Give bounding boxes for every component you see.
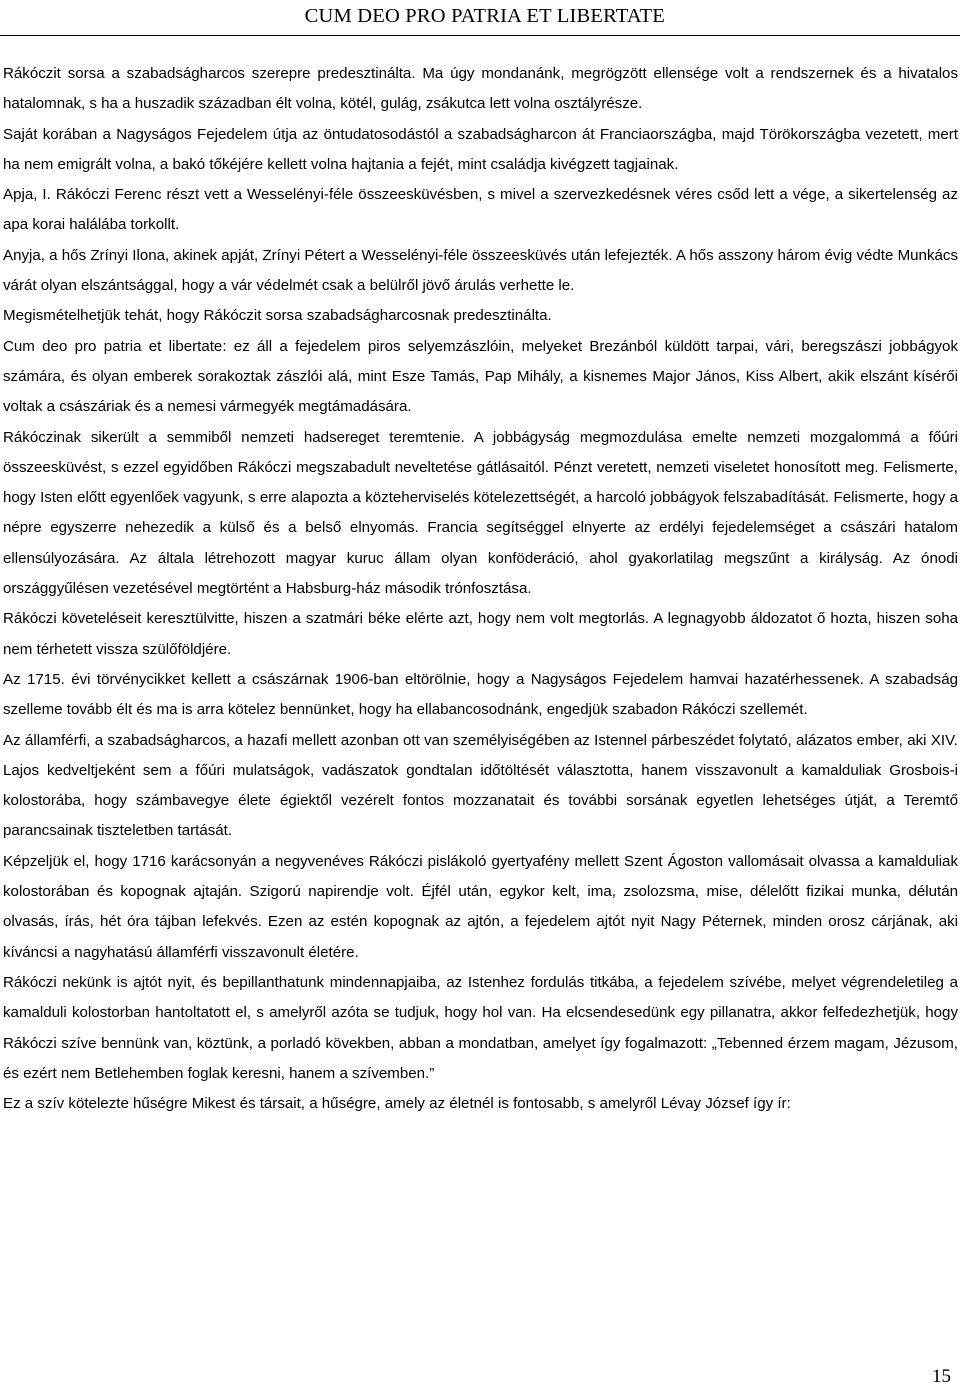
paragraph: Az államférfi, a szabadságharcos, a hazafi mellett azonban ott van személyiségében az Istennel párbeszédet folytató, alázatos ember, aki XIV. Lajos kedveltjeként sem a főúri mulatságok, vadászatok gondtalan időtöltését választotta, hanem visszavonult a kamalduliak Grosbois-i kolostorába, hogy számbavegye élete égiektől vezérelt fontos mozzanatait és további sorsának egyetlen lehetséges útját, a Teremtő parancsainak tiszteletben tartását.	[3, 731, 958, 840]
paragraph: Rákóczinak sikerült a semmiből nemzeti hadsereget teremtenie. A jobbágyság megmozdulása emelte nemzeti mozgalommá a főúri összeesküvést, s ezzel egyidőben Rákóczi megszabadult neveltetése gátlásaitól. Pénzt veretett, nemzeti viseletet honosított meg. Felismerte, hogy Isten előtt egyenlőek vagyunk, s erre alapozta a közteherviselés kötelezettségét, a harcoló jobbágyok felszabadítását. Felismerte, hogy a népre egyszerre nehezedik a külső és a belső elnyomás. Francia segítséggel elnyerte az erdélyi fejedelemséget a császári hatalom ellensúlyozására. Az általa létrehozott magyar kuruc állam olyan konföderáció, ahol gyakorlatilag megszűnt a királyság. Az ónodi országgyűlésen vezetésével megtörtént a Habsburg-ház második trónfosztása.	[3, 428, 958, 598]
page-number: 15	[932, 1366, 951, 1387]
paragraph: Rákóczit sorsa a szabadságharcos szerepre predesztinálta. Ma úgy mondanánk, megrögzött ellensége volt a rendszernek és a hivatalos hatalomnak, s ha a huszadik században élt volna, kötél, gulág, zsákutca lett volna osztályrésze.	[3, 65, 958, 113]
header-rule	[0, 35, 960, 36]
paragraph: Saját korában a Nagyságos Fejedelem útja az öntudatosodástól a szabadságharcon át Franciaországba, majd Törökországba vezetett, mert ha nem emigrált volna, a bakó tőkéjére kellett volna hajtania a fejét, mint családja kivégzett tagjainak.	[3, 125, 958, 173]
running-header	[0, 0, 960, 36]
paragraph: Az 1715. évi törvénycikket kellett a császárnak 1906-ban eltörölnie, hogy a Nagyságos Fejedelem hamvai hazatérhessenek. A szabadság szelleme tovább élt és ma is arra kötelez bennünket, hogy ha ellabancosodnánk, engedjük szabadon Rákóczi szellemét.	[3, 670, 958, 719]
paragraph: Cum deo pro patria et libertate: ez áll a fejedelem piros selyemzászlóin, melyeket Brezánból küldött tarpai, vári, beregszászi jobbágyok számára, és olyan emberek sorakoztak zászlói alá, mint Esze Tamás, Pap Mihály, a kisnemes Major János, Kiss Albert, akik elszánt kísérői voltak a császáriak és a nemesi vármegyék megtámadására.	[3, 337, 958, 416]
paragraph: Apja, I. Rákóczi Ferenc részt vett a Wesselényi-féle összeesküvésben, s mivel a szervezkedésnek véres csőd lett a vége, a sikertelenség az apa korai halálába torkollt.	[3, 186, 958, 234]
paragraph: Képzeljük el, hogy 1716 karácsonyán a negyvenéves Rákóczi pislákoló gyertyafény mellett Szent Ágoston vallomásait olvassa a kamalduliak kolostorában és kopognak ajtaján. Szigorú napirendje volt. Éjfél után, egykor kelt, ima, zsolozsma, mise, délelőtt fizikai munka, délután olvasás, írás, hét óra tájban lefekvés. Ezen az estén kopognak az ajtón, a fejedelem ajtót nyit Nagy Péternek, minden orosz cárjának, aki kíváncsi a nagyhatású államférfi visszavonult életére.	[3, 852, 958, 961]
paragraph: Megismételhetjük tehát, hogy Rákóczit sorsa szabadságharcosnak predesztinálta.	[3, 307, 552, 325]
paragraph: Rákóczi nekünk is ajtót nyit, és bepillanthatunk mindennapjaiba, az Istenhez fordulás titkába, a fejedelem szívébe, melyet végrendeletileg a kamalduli kolostorban hantoltatott el, s amelyről azóta se tudjuk, hogy hol van. Ha elcsendesedünk egy pillanatra, akkor felfedezhetjük, hogy Rákóczi szíve bennünk van, köztünk, a porladó kövekben, abban a mondatban, amelyet így fogalmazott: „Tebenned érzem magam, Jézusom, és ezért nem Betlehemben foglak keresni, hanem a szívemben.”	[3, 973, 958, 1082]
paragraph: Anyja, a hős Zrínyi Ilona, akinek apját, Zrínyi Pétert a Wesselényi-féle összeesküvés után lefejezték. A hős asszony három évig védte Munkács várát olyan elszántsággal, hogy a vár védelmét csak a belülről jövő árulás verhette le.	[3, 246, 958, 295]
paragraph: Rákóczi követeléseit keresztülvitte, hiszen a szatmári béke elérte azt, hogy nem volt megtorlás. A legnagyobb áldozatot ő hozta, hiszen soha nem térhetett vissza szülőföldjére.	[3, 610, 958, 658]
header-title: CUM DEO PRO PATRIA ET LIBERTATE	[304, 5, 665, 27]
body-text	[3, 59, 958, 1119]
paragraph: Ez a szív kötelezte hűségre Mikest és társait, a hűségre, amely az életnél is fontosabb, s amelyről Lévay József így ír:	[3, 1095, 791, 1113]
